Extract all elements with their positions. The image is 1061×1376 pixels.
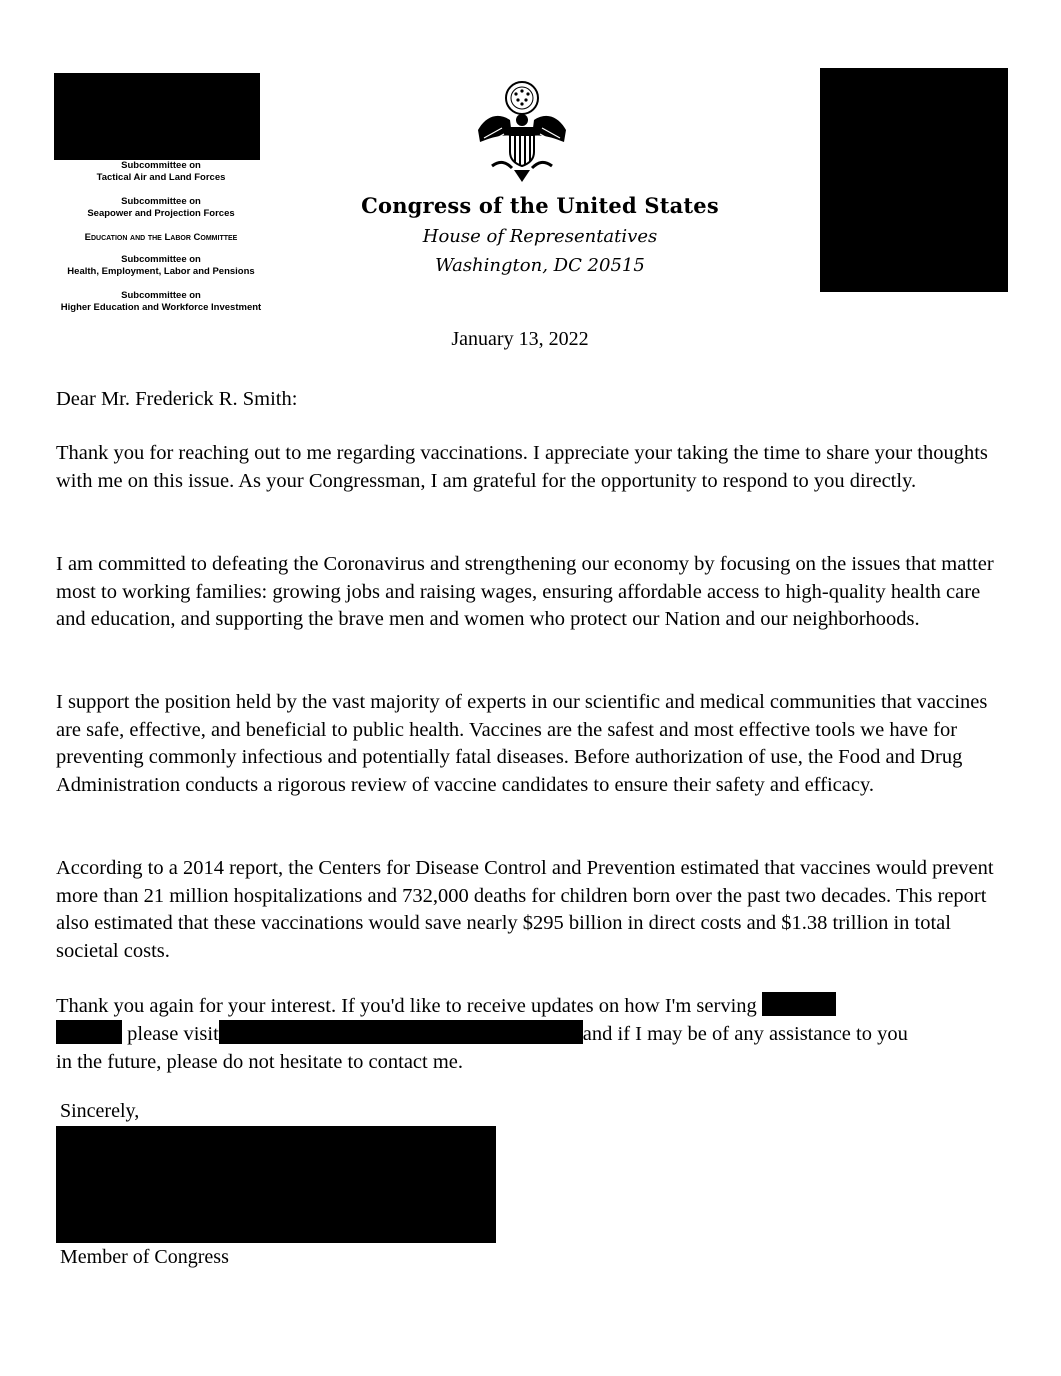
redacted-district-cont [56,1020,122,1044]
signature-title: Member of Congress [60,1246,229,1268]
committee-item: Subcommittee on Tactical Air and Land Forces [96,160,226,183]
paragraph: Thank you for reaching out to me regarding vaccinations. I appreciate your taking the time to share your thoughts with me on this issue. As your Congressman, I am grateful for the opportunity to respond to you directly. [56,442,988,492]
paragraph: I am committed to defeating the Coronavirus and strengthening our economy by focusing on the issues that matter most to working families: growing jobs and raising wages, ensuring affordable access to high-quality health care and education, and supporting the brave men and women who protect our Nation and our neighborhoods. [56,553,994,630]
letter-date: January 13, 2022 [451,328,589,350]
paragraph: I support the position held by the vast majority of experts in our scientific and medical communities that vaccines are safe, effective, and beneficial to public health. Vaccines are the safest and most effective tools we have for preventing commonly infectious and potentially fatal diseases. Before authorization of use, the Food and Drug Administration conducts a rigorous review of vaccine candidates to ensure their safety and efficacy. [56,691,988,796]
letterhead-chamber: House of Representatives [422,226,658,247]
redacted-district [762,992,836,1016]
letterhead-address: Washington, DC 20515 [435,255,645,276]
closing: Sincerely, [60,1100,140,1122]
final-paragraph: Thank you again for your interest. If you'd like to receive updates on how I'm serving please visit and if I may be of any assistance to you in the future, please do not hesitate to contact me. [56,992,1016,1076]
committee-list [30,160,292,326]
committee-item: Subcommittee on Health, Employment, Labor and Pensions [67,254,255,277]
salutation: Dear Mr. Frederick R. Smith: [56,388,298,410]
committee-item: Subcommittee on Higher Education and Workforce Investment [60,290,262,313]
letterhead [360,190,720,280]
committee-item: Subcommittee on Seapower and Projection Forces [87,196,235,219]
redacted-signature [56,1126,496,1243]
redacted-name-block [54,73,260,160]
letterhead-title: Congress of the United States [361,193,719,218]
great-seal-icon [472,78,572,184]
paragraph: According to a 2014 report, the Centers for Disease Control and Prevention estimated that vaccines would prevent more than 21 million hospitalizations and 732,000 deaths for children born over the past two decades. This report also estimated that these vaccinations would save nearly $295 billion in direct costs and $1.38 trillion in total societal costs. [56,857,994,962]
committee-item: Education and the Labor Committee [84,232,238,243]
redacted-photo-block [820,68,1008,292]
redacted-website-link [219,1020,583,1044]
